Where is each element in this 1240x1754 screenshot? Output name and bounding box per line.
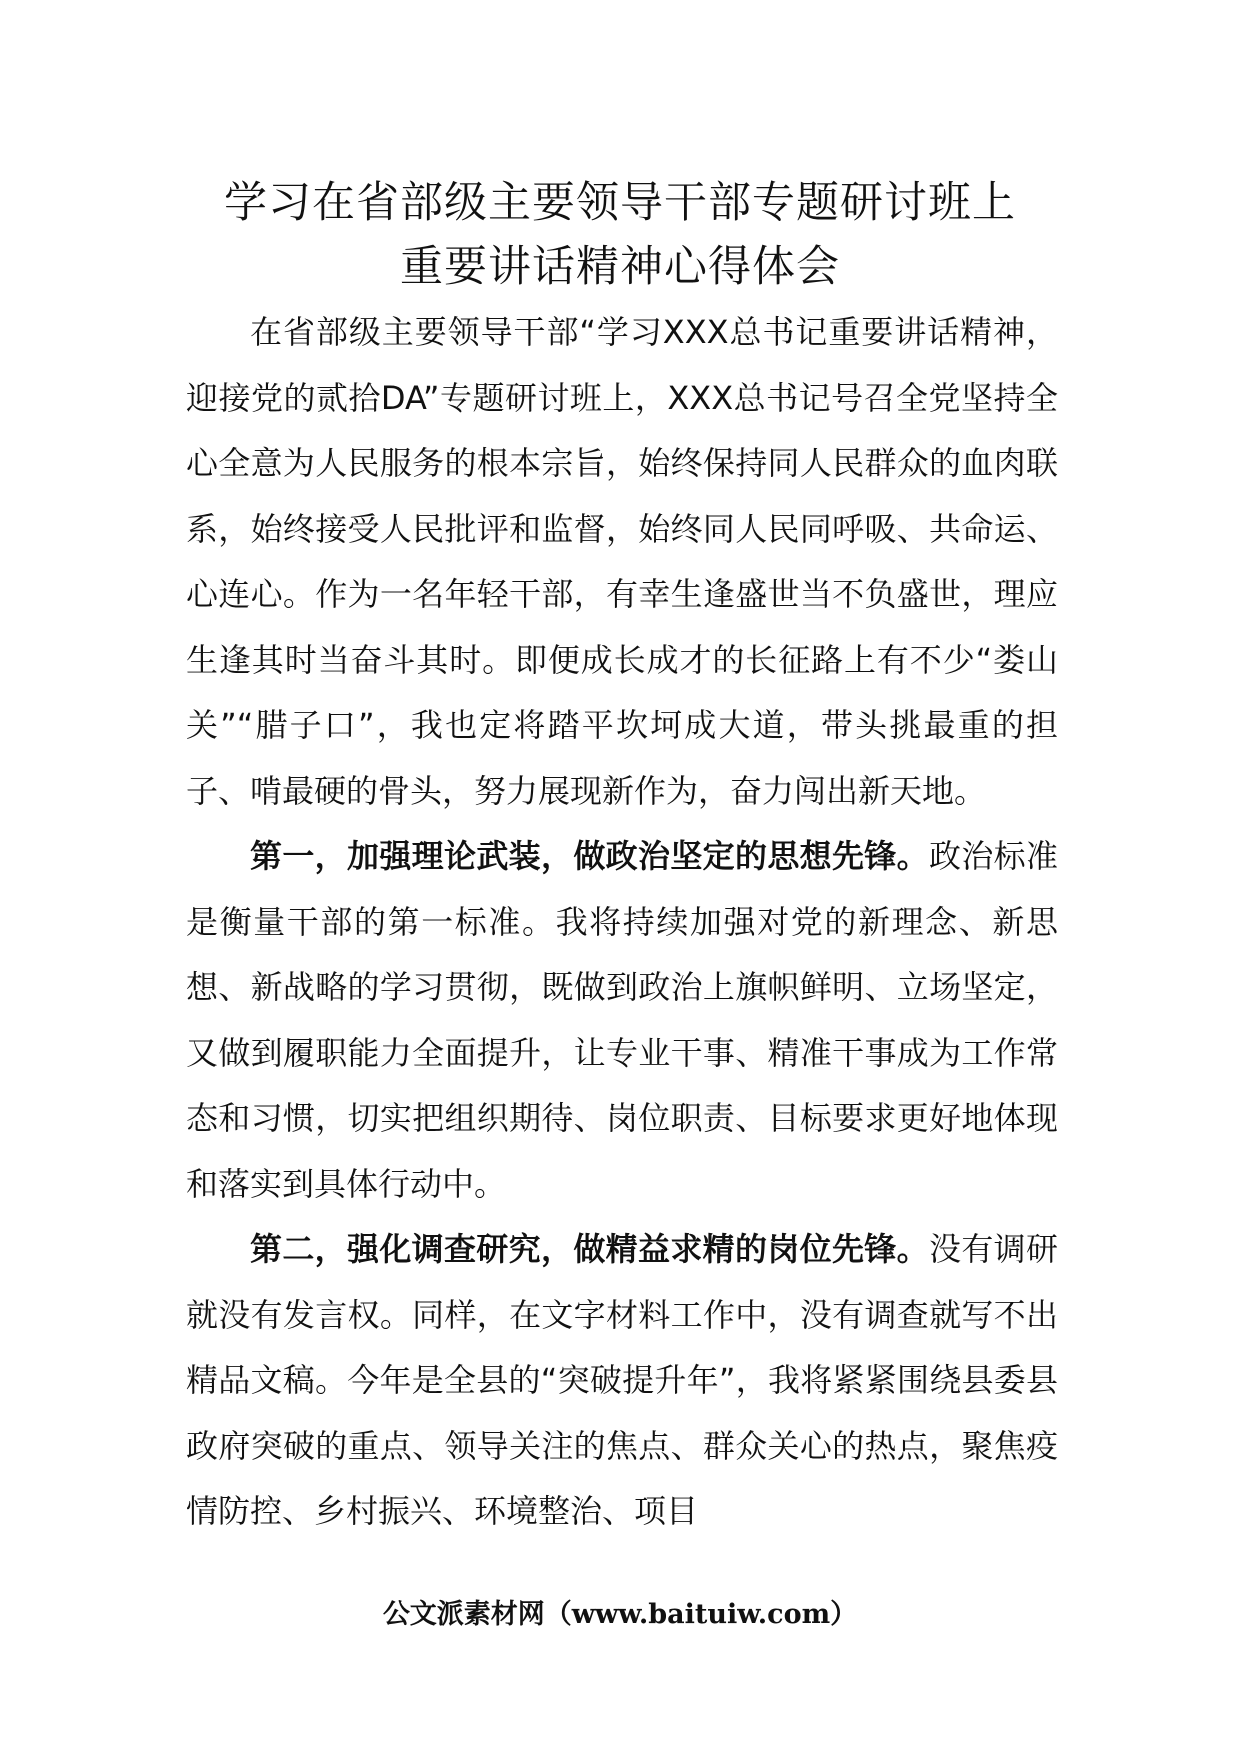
paragraph-second-point bbox=[186, 1217, 1058, 1545]
paragraph-text: 在省部级主要领导干部“学习XXX总书记重要讲话精神，迎接党的贰拾DA”专题研讨班上，XXX总书记号召全党坚持全心全意为人民服务的根本宗旨，始终保持同人民群众的血肉联系，始终接受人民批评和监督，始终同人民同呼吸、共命运、心连心。作为一名年轻干部，有幸生逢盛世当不负盛世，理应生逢其时当奋斗其时。即便成长成才的长征路上有不少“娄山关”“腊子口”，我也定将踏平坎坷成大道，带头挑最重的担子、啃最硬的骨头，努力展现新作为，奋力闯出新天地。 bbox=[186, 313, 1058, 810]
document-body bbox=[186, 300, 1058, 1545]
paragraph-lead: 第二，强化调查研究，做精益求精的岗位先锋。 bbox=[250, 1230, 929, 1268]
paragraph-text: 没有调研就没有发言权。同样，在文字材料工作中，没有调查就写不出精品文稿。今年是全县的“突破提升年”，我将紧紧围绕县委县政府突破的重点、领导关注的焦点、群众关心的热点，聚焦疫情防控、乡村振兴、环境整治、项目 bbox=[186, 1230, 1058, 1530]
document-title-line-1: 学习在省部级主要领导干部专题研讨班上 bbox=[224, 178, 1016, 228]
paragraph-first-point bbox=[186, 824, 1058, 1217]
footer-watermark: 公文派素材网（www.baituiw.com） bbox=[382, 1599, 858, 1630]
paragraph-intro bbox=[186, 300, 1058, 824]
paragraph-lead: 第一，加强理论武装，做政治坚定的思想先锋。 bbox=[250, 837, 929, 875]
paragraph-text: 政治标准是衡量干部的第一标准。我将持续加强对党的新理念、新思想、新战略的学习贯彻，既做到政治上旗帜鲜明、立场坚定，又做到履职能力全面提升，让专业干事、精准干事成为工作常态和习惯，切实把组织期待、岗位职责、目标要求更好地体现和落实到具体行动中。 bbox=[186, 837, 1058, 1203]
document-title-line-2: 重要讲话精神心得体会 bbox=[400, 242, 840, 292]
